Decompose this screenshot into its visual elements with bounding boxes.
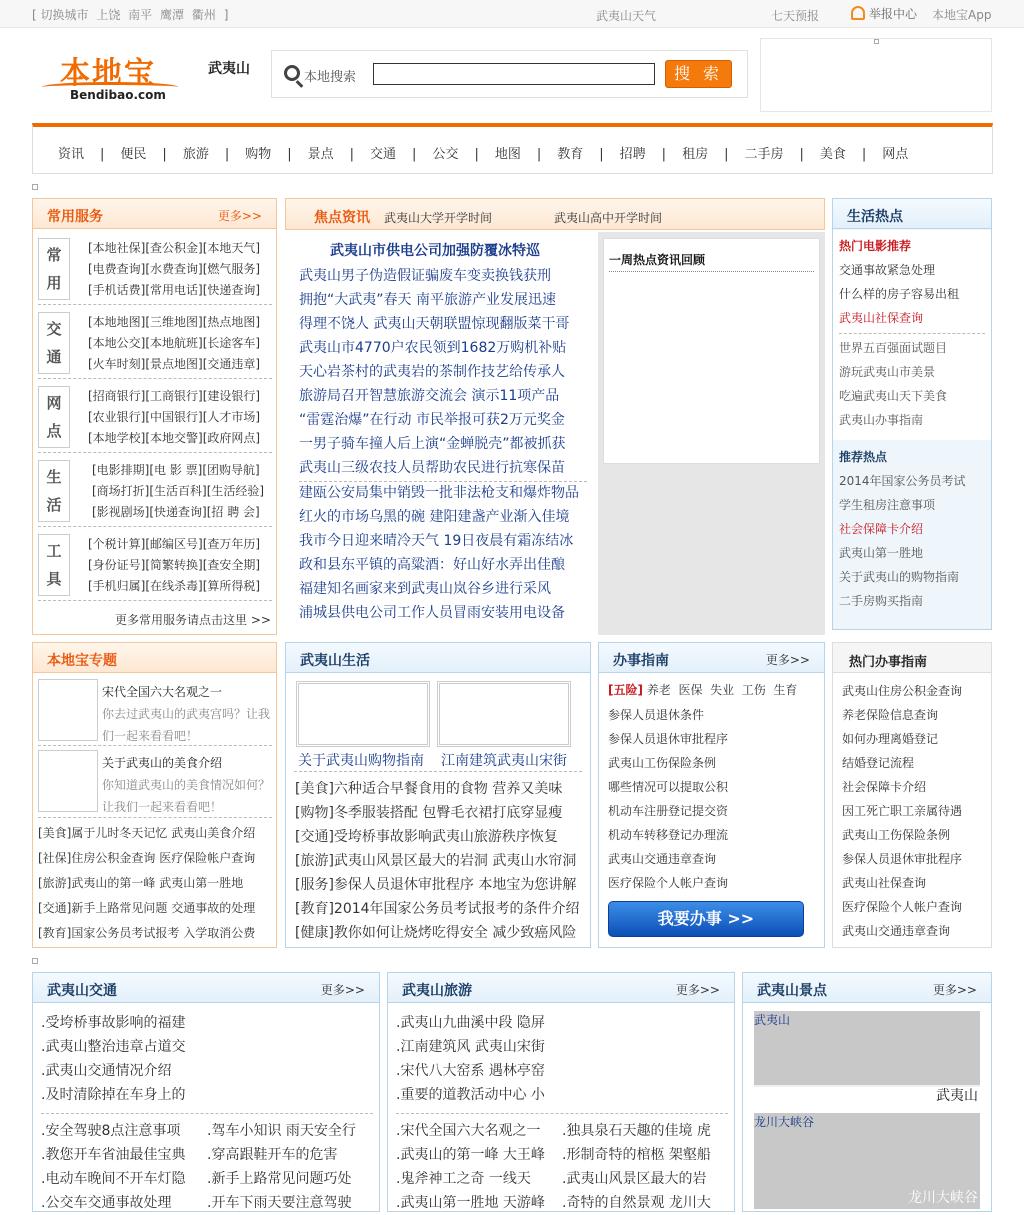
life-hot-panel — [832, 198, 992, 630]
travel-link[interactable]: .重要的道教活动中心 小 — [396, 1087, 545, 1103]
scenic-header — [743, 973, 991, 1003]
switch-city-link[interactable]: [ 切换城市 — [32, 8, 89, 22]
recommend-link[interactable]: 二手房购买指南 — [839, 594, 924, 608]
travel-link[interactable]: .形制奇特的棺柩 架壑船 — [562, 1147, 711, 1163]
service-link-row[interactable]: [电影排期][电 影 票][团购导航] — [92, 463, 260, 477]
traffic-link[interactable]: .教您开车省油最佳宝典 — [41, 1147, 186, 1163]
service-group — [38, 383, 272, 453]
city-link[interactable]: 衢州 — [191, 8, 216, 22]
guide-more-link[interactable]: 更多>> — [765, 653, 810, 667]
guide-tags — [608, 681, 797, 698]
guide-tag: [五险] — [608, 683, 643, 697]
service-group-tag-char: 常 — [46, 246, 62, 264]
hot-divider — [839, 333, 985, 334]
service-link-row[interactable]: [火车时刻][景点地图][交通违章] — [88, 357, 261, 371]
guide-panel — [598, 642, 825, 948]
traffic-link[interactable]: .受垮桥事故影响的福建 — [41, 1015, 186, 1031]
hot-guide-title: 热门办事指南 — [849, 655, 928, 670]
traffic-panel — [32, 972, 380, 1212]
service-group-tag-char: 通 — [46, 348, 62, 366]
nav-item[interactable]: 美食 — [819, 147, 846, 162]
search-icon — [284, 65, 300, 81]
scenic-photo-label: 武夷山 — [754, 1013, 791, 1027]
nav-item[interactable]: 便民 — [120, 147, 147, 162]
scenic-photo[interactable] — [754, 1011, 980, 1107]
recommend-link[interactable]: 武夷山第一胜地 — [839, 546, 924, 560]
topic-thumbnail[interactable] — [38, 679, 98, 741]
logo-domain: Bendibao.com — [70, 88, 166, 102]
scenic-photo-caption: 武夷山 — [936, 1088, 978, 1104]
guide-link[interactable]: 武夷山交通违章查询 — [608, 852, 717, 866]
hot-guide-link[interactable]: 医疗保险个人帐户查询 — [842, 900, 963, 914]
travel-link[interactable]: .武夷山九曲溪中段 隐屏 — [396, 1015, 545, 1031]
switch-city-bracket: ] — [223, 8, 229, 22]
search-button[interactable]: 搜 索 — [665, 60, 732, 88]
topic-link-row — [38, 846, 255, 871]
report-center-label: 举报中心 — [869, 7, 918, 21]
hot-guide-link[interactable]: 参保人员退休审批程序 — [842, 852, 963, 866]
news-link[interactable]: 一男子骑车撞人后上演“金蝉脱壳”都被抓获 — [299, 436, 566, 452]
week-review-box — [603, 238, 820, 464]
life-link[interactable]: [交通]受垮桥事故影响武夷山旅游秩序恢复 — [295, 829, 558, 845]
service-link-row[interactable]: [本地学校][本地交警][政府网点] — [88, 431, 261, 445]
city-link[interactable]: 上饶 — [96, 8, 121, 22]
nav-item[interactable]: 招聘 — [619, 147, 646, 162]
traffic-header — [33, 973, 379, 1003]
week-review-title[interactable]: 一周热点资讯回顾 — [609, 253, 706, 267]
scenic-title: 武夷山景点 — [757, 983, 827, 999]
topic-divider — [38, 745, 272, 746]
life-hot-header — [833, 199, 991, 229]
service-group-tag-char: 工 — [46, 542, 62, 560]
news-link[interactable]: 红火的市场乌黑的碗 建阳建盏产业渐入佳境 — [299, 509, 570, 525]
topic-link[interactable]: 属于儿时冬天记忆 武夷山美食介绍 — [71, 826, 256, 840]
topic-link-tag[interactable]: [社保] — [38, 851, 72, 865]
ad-banner[interactable] — [760, 38, 992, 112]
service-group-tag — [38, 460, 70, 522]
recommend-link[interactable]: 社会保障卡介绍 — [839, 522, 924, 536]
news-list — [299, 264, 581, 480]
topic-panel — [32, 642, 277, 948]
service-group-tag-char: 活 — [46, 496, 62, 514]
service-link-row[interactable]: [农业银行][中国银行][人才市场] — [88, 410, 261, 424]
hot-link[interactable]: 武夷山办事指南 — [839, 413, 924, 427]
service-link-row[interactable]: [商场打折][生活百科][生活经验] — [92, 484, 265, 498]
common-service-panel — [32, 198, 277, 635]
search-label: 本地搜索 — [304, 70, 357, 85]
news-link[interactable]: 武夷山市4770户农民领到1682万购机补贴 — [299, 340, 567, 356]
traffic-link[interactable]: .安全驾驶8点注意事项 — [41, 1123, 181, 1139]
traffic-link[interactable]: .公交车交通事故处理 — [41, 1195, 172, 1211]
nav-item[interactable]: 租房 — [682, 147, 709, 162]
topic-item-title[interactable]: 宋代全国六大名观之一 — [102, 685, 223, 699]
nav-item[interactable]: 二手房 — [744, 147, 784, 162]
service-group — [38, 235, 272, 305]
hot-link[interactable]: 吃遍武夷山天下美食 — [839, 389, 948, 403]
nav-item[interactable]: 公交 — [432, 147, 459, 162]
service-link-row[interactable]: [电费查询][水费查询][燃气服务] — [88, 262, 261, 276]
weather-link[interactable]: 武夷山天气 — [596, 9, 657, 23]
news-link[interactable]: 政和县东平镇的高粱酒：好山好水弄出佳酿 — [299, 557, 565, 573]
week-review-divider — [609, 271, 814, 272]
site-logo[interactable] — [40, 48, 180, 108]
service-group — [38, 531, 272, 601]
nav-item[interactable]: 交通 — [370, 147, 397, 162]
news-link[interactable]: 拥抱“大武夷”春天 南平旅游产业发展迅速 — [299, 292, 556, 308]
traffic-link[interactable]: .武夷山整治违章占道交 — [41, 1039, 186, 1055]
hot-guide-link[interactable]: 社会保障卡介绍 — [842, 780, 927, 794]
service-group-tag-char: 点 — [46, 422, 62, 440]
topic-link[interactable]: 新手上路常见问题 交通事故的处理 — [71, 901, 256, 915]
topic-item-desc: 们一起来看看吧！ — [102, 729, 199, 743]
traffic-list — [41, 1119, 199, 1215]
life-title: 武夷山生活 — [300, 653, 370, 669]
topic-link-row — [38, 871, 255, 896]
logo-text: 本地宝 — [60, 56, 156, 91]
hot-guide-link[interactable]: 武夷山社保查询 — [842, 876, 927, 890]
focus-tab-university[interactable]: 武夷山大学开学时间 — [384, 211, 493, 225]
report-center-link[interactable] — [851, 5, 917, 22]
nav-separator: | — [724, 147, 729, 162]
guide-link[interactable]: 医疗保险个人帐户查询 — [608, 876, 729, 890]
topic-item — [102, 681, 270, 747]
hot-guide-link[interactable]: 武夷山工伤保险条例 — [842, 828, 951, 842]
service-group-tag-char: 生 — [46, 468, 62, 486]
focus-headline[interactable]: 武夷山市供电公司加强防覆冰特巡 — [330, 243, 540, 259]
life-link[interactable]: [服务]参保人员退休审批程序 本地宝为您讲解 — [295, 877, 577, 893]
news-link[interactable]: 武夷山男子伪造假证骗废车变卖换钱获刑 — [299, 268, 551, 284]
scenic-photo-label: 龙川大峡谷 — [754, 1115, 815, 1129]
nav-item[interactable]: 资讯 — [58, 147, 85, 162]
guide-header — [599, 643, 824, 673]
hot-guide-link[interactable]: 如何办理离婚登记 — [842, 732, 939, 746]
hot-link[interactable]: 交通事故紧急处理 — [839, 263, 936, 277]
travel-link[interactable]: .武夷山第一胜地 天游峰 — [396, 1195, 545, 1211]
bell-icon — [851, 6, 865, 20]
life-link[interactable]: [旅游]武夷山风景区最大的岩洞 武夷山水帘洞 — [295, 853, 577, 869]
traffic-title: 武夷山交通 — [47, 983, 117, 999]
nav-separator: | — [799, 147, 804, 162]
guide-link[interactable]: 参保人员退休条件 — [608, 708, 705, 722]
life-panel — [285, 642, 591, 948]
news-link[interactable]: 我市今日迎来晴冷天气 19日夜晨有霜冻结冰 — [299, 533, 574, 549]
topic-link-tag[interactable]: [教育] — [38, 926, 72, 940]
life-header — [286, 643, 590, 673]
nav-separator: | — [474, 147, 479, 162]
top-bar — [0, 0, 1024, 28]
common-service-more-link[interactable]: 更多>> — [217, 209, 262, 223]
traffic-link[interactable]: .穿高跟鞋开车的危害 — [207, 1147, 338, 1163]
guide-link[interactable]: 机动车转移登记办理流 — [608, 828, 729, 842]
topic-link-row — [38, 896, 255, 921]
life-hot-list — [833, 230, 991, 440]
guide-link[interactable]: 武夷山工伤保险条例 — [608, 756, 717, 770]
topic-item-desc: 你去过武夷山的武夷宫吗？让我 — [102, 707, 271, 721]
city-switcher — [32, 6, 232, 23]
spacer-marker — [32, 184, 38, 190]
service-link-row[interactable]: [个税计算][邮编区号][查万年历] — [88, 537, 261, 551]
life-list — [295, 777, 583, 945]
travel-link[interactable]: .武夷山的第一峰 大王峰 — [396, 1147, 545, 1163]
travel-list — [396, 1011, 556, 1107]
travel-title: 武夷山旅游 — [402, 983, 472, 999]
week-review-panel — [598, 232, 825, 635]
news-link[interactable]: 建瓯公安局集中销毁一批非法枪支和爆炸物品 — [299, 485, 579, 501]
nav-separator: | — [349, 147, 355, 162]
recommend-link[interactable]: 2014年国家公务员考试 — [839, 474, 966, 488]
service-group-tag-char: 用 — [46, 274, 62, 292]
topic-link-row — [38, 821, 255, 846]
scenic-photo[interactable] — [754, 1113, 980, 1209]
service-link-row[interactable]: [本地公交][本地航班][长途客车] — [88, 336, 261, 350]
hot-movie-link[interactable]: 热门电影推荐 — [839, 239, 912, 253]
news-link[interactable]: 浦城县供电公司工作人员冒雨安装用电设备 — [299, 605, 565, 621]
travel-list — [562, 1119, 714, 1215]
travel-link[interactable]: .武夷山风景区最大的岩 — [562, 1171, 707, 1187]
service-link-row[interactable]: [身份证号][简繁转换][查安全期] — [88, 558, 261, 572]
service-link-row[interactable]: [手机话费][常用电话][快递查询] — [88, 283, 261, 297]
service-group-tag-char: 网 — [46, 394, 62, 412]
traffic-link[interactable]: .驾车小知识 雨天安全行 — [207, 1123, 356, 1139]
service-group-tag-char: 具 — [46, 570, 62, 588]
recommend-title: 推荐热点 — [839, 450, 888, 464]
news-link[interactable]: 旅游局召开智慧旅游交流会 演示11项产品 — [299, 388, 560, 404]
service-group-tag — [38, 312, 70, 374]
travel-link[interactable]: .独具泉石天趣的佳境 虎 — [562, 1123, 711, 1139]
topic-item-desc: 你知道武夷山的美食情况如何？ — [102, 778, 271, 792]
service-group — [38, 309, 272, 379]
hot-link[interactable]: 游玩武夷山市美景 — [839, 365, 936, 379]
topic-link-tag[interactable]: [交通] — [38, 901, 72, 915]
hot-guide-link[interactable]: 武夷山交通违章查询 — [842, 924, 951, 938]
scenic-more-link[interactable]: 更多>> — [932, 983, 977, 997]
focus-news-title: 焦点资讯 — [314, 210, 370, 226]
hot-link[interactable]: 武夷山社保查询 — [839, 311, 924, 325]
nav-item[interactable]: 购物 — [245, 147, 272, 162]
life-link[interactable]: [健康]教你如何让烧烤吃得安全 减少致癌风险 — [295, 925, 577, 941]
life-image-caption[interactable]: 关于武夷山购物指南 — [298, 753, 424, 769]
topic-item — [102, 752, 270, 818]
travel-more-link[interactable]: 更多>> — [675, 983, 720, 997]
service-group — [38, 457, 272, 527]
spacer-marker — [32, 958, 38, 964]
hot-link[interactable]: 什么样的房子容易出租 — [839, 287, 960, 301]
traffic-link[interactable]: .电动车晚间不开车灯隐 — [41, 1171, 186, 1187]
traffic-link[interactable]: .武夷山交通情况介绍 — [41, 1063, 172, 1079]
current-city: 武夷山 — [208, 61, 250, 77]
life-image-caption[interactable]: 江南建筑武夷山宋街 — [441, 753, 567, 769]
traffic-more-link[interactable]: 更多>> — [320, 983, 365, 997]
nav-separator: | — [536, 147, 542, 162]
nav-item[interactable]: 网点 — [882, 147, 909, 162]
recommend-link[interactable]: 关于武夷山的购物指南 — [839, 570, 960, 584]
travel-link[interactable]: .奇特的自然景观 龙川大 — [562, 1195, 711, 1211]
news-link[interactable]: 福建知名画家来到武夷山岚谷乡进行采风 — [299, 581, 551, 597]
focus-tab-highschool[interactable]: 武夷山高中开学时间 — [554, 211, 663, 225]
service-link-row[interactable]: [本地社保][查公积金][本地天气] — [88, 241, 261, 255]
hot-guide-link[interactable]: 因工死亡职工亲属待遇 — [842, 804, 963, 818]
news-list — [299, 481, 581, 625]
topic-link[interactable]: 国家公务员考试报考 入学取消公费 — [71, 926, 256, 940]
nav-separator: | — [861, 147, 867, 162]
life-image-shopping[interactable] — [296, 681, 430, 747]
traffic-list — [207, 1119, 359, 1215]
topic-item-title[interactable]: 关于武夷山的美食介绍 — [102, 756, 223, 770]
topic-title: 本地宝专题 — [47, 653, 117, 669]
hot-guide-link[interactable]: 武夷山住房公积金查询 — [842, 684, 963, 698]
news-link[interactable]: 天心岩茶村的武夷岩的茶制作技艺给传承人 — [299, 364, 565, 380]
hot-guide-panel — [832, 642, 992, 948]
life-image-street[interactable] — [437, 681, 571, 747]
city-link[interactable]: 南平 — [128, 8, 153, 22]
guide-link[interactable]: 机动车注册登记提交资 — [608, 804, 729, 818]
topic-link-tag[interactable]: [美食] — [38, 826, 72, 840]
service-links — [88, 534, 260, 597]
service-group-tag-char: 交 — [46, 320, 62, 338]
traffic-list — [41, 1011, 201, 1107]
travel-link[interactable]: .宋代全国六大名观之一 — [396, 1123, 541, 1139]
seven-day-forecast-link[interactable]: 七天预报 — [771, 9, 820, 23]
service-link-row[interactable]: [影视剧场][快递查询][招 聘 会] — [92, 505, 260, 519]
topic-item-desc: 让我们一起来看看吧！ — [102, 800, 223, 814]
travel-header — [388, 973, 734, 1003]
news-link[interactable]: 武夷山三级农技人员帮助农民进行抗寒保苗 — [299, 460, 565, 476]
nav-item[interactable]: 教育 — [557, 147, 584, 162]
life-hot-title: 生活热点 — [847, 209, 903, 225]
topic-link-tag[interactable]: [旅游] — [38, 876, 72, 890]
traffic-link[interactable]: .新手上路常见问题巧处 — [207, 1171, 352, 1187]
service-link-row[interactable]: [本地地图][三维地图][热点地图] — [88, 315, 261, 329]
topic-link[interactable]: 武夷山的第一峰 武夷山第一胜地 — [71, 876, 244, 890]
topic-link-row — [38, 921, 255, 946]
main-nav — [32, 123, 993, 174]
common-service-header — [33, 199, 276, 229]
guide-tag-links[interactable]: 养老 医保 失业 工伤 生育 — [646, 683, 798, 697]
more-services-link[interactable]: 更多常用服务请点击这里 >> — [115, 613, 271, 627]
topic-link[interactable]: 住房公积金查询 医疗保险帐户查询 — [71, 851, 256, 865]
nav-separator: | — [100, 147, 105, 162]
search-box — [271, 50, 748, 98]
app-link[interactable]: 本地宝App — [932, 8, 992, 22]
service-group-tag — [38, 386, 70, 448]
service-link-row[interactable]: [招商银行][工商银行][建设银行] — [88, 389, 261, 403]
topic-header — [33, 643, 276, 673]
hot-guide-header — [833, 643, 991, 673]
guide-link[interactable]: 参保人员退休审批程序 — [608, 732, 729, 746]
service-links — [88, 312, 260, 375]
nav-item[interactable]: 旅游 — [182, 147, 209, 162]
nav-item[interactable]: 景点 — [307, 147, 334, 162]
service-link-row[interactable]: [手机归属][在线杀毒][算所得税] — [88, 579, 261, 593]
recommend-link[interactable]: 学生租房注意事项 — [839, 498, 936, 512]
travel-link[interactable]: .鬼斧神工之奇 一线天 — [396, 1171, 531, 1187]
hot-guide-link[interactable]: 养老保险信息查询 — [842, 708, 939, 722]
traffic-link[interactable]: .开车下雨天要注意驾驶 — [207, 1195, 352, 1211]
traffic-divider — [41, 1113, 373, 1114]
service-links — [92, 460, 264, 523]
nav-separator: | — [162, 147, 167, 162]
topic-links — [38, 821, 255, 946]
life-link[interactable]: [美食]六种适合早餐食用的食物 营养又美味 — [295, 781, 563, 797]
traffic-link[interactable]: .及时清除掉在车身上的 — [41, 1087, 186, 1103]
life-link[interactable]: [购物]冬季服装搭配 包臀毛衣裙打底穿显瘦 — [295, 805, 563, 821]
nav-separator: | — [599, 147, 604, 162]
ad-placeholder — [874, 39, 879, 44]
travel-list — [396, 1119, 556, 1215]
guide-list — [608, 703, 728, 895]
nav-separator: | — [412, 147, 417, 162]
service-links — [88, 238, 260, 301]
scenic-panel — [742, 972, 992, 1212]
life-divider — [294, 771, 582, 772]
city-link[interactable]: 鹰潭 — [160, 8, 185, 22]
travel-panel — [387, 972, 735, 1212]
hot-guide-link[interactable]: 结婚登记流程 — [842, 756, 915, 770]
guide-title: 办事指南 — [613, 653, 669, 669]
nav-separator: | — [224, 147, 230, 162]
news-link[interactable]: 得理不饶人 武夷山天朝联盟惊现翻版菜干哥 — [299, 316, 570, 332]
service-group-tag — [38, 238, 70, 300]
topic-divider — [38, 817, 272, 818]
travel-link[interactable]: .宋代八大窑系 遇林亭窑 — [396, 1063, 545, 1079]
travel-divider — [396, 1113, 728, 1114]
focus-news-header — [285, 198, 825, 230]
hot-guide-list — [842, 679, 962, 943]
service-links — [88, 386, 260, 449]
nav-item[interactable]: 地图 — [494, 147, 521, 162]
travel-link[interactable]: .江南建筑风 武夷山宋街 — [396, 1039, 545, 1055]
common-service-title: 常用服务 — [47, 209, 103, 225]
hot-link[interactable]: 世界五百强面试题目 — [839, 341, 948, 355]
service-group-tag — [38, 534, 70, 596]
scenic-photo-caption: 龙川大峡谷 — [908, 1190, 978, 1206]
guide-link[interactable]: 哪些情况可以提取公积 — [608, 780, 729, 794]
nav-separator: | — [287, 147, 292, 162]
life-link[interactable]: [教育]2014年国家公务员考试报考的条件介绍 — [295, 901, 580, 917]
search-input[interactable] — [373, 63, 655, 85]
do-business-button[interactable]: 我要办事 >> — [608, 901, 804, 937]
topic-thumbnail[interactable] — [38, 750, 98, 812]
news-link[interactable]: “雷霆治爆”在行动 市民举报可获2万元奖金 — [299, 412, 565, 428]
nav-separator: | — [661, 147, 667, 162]
